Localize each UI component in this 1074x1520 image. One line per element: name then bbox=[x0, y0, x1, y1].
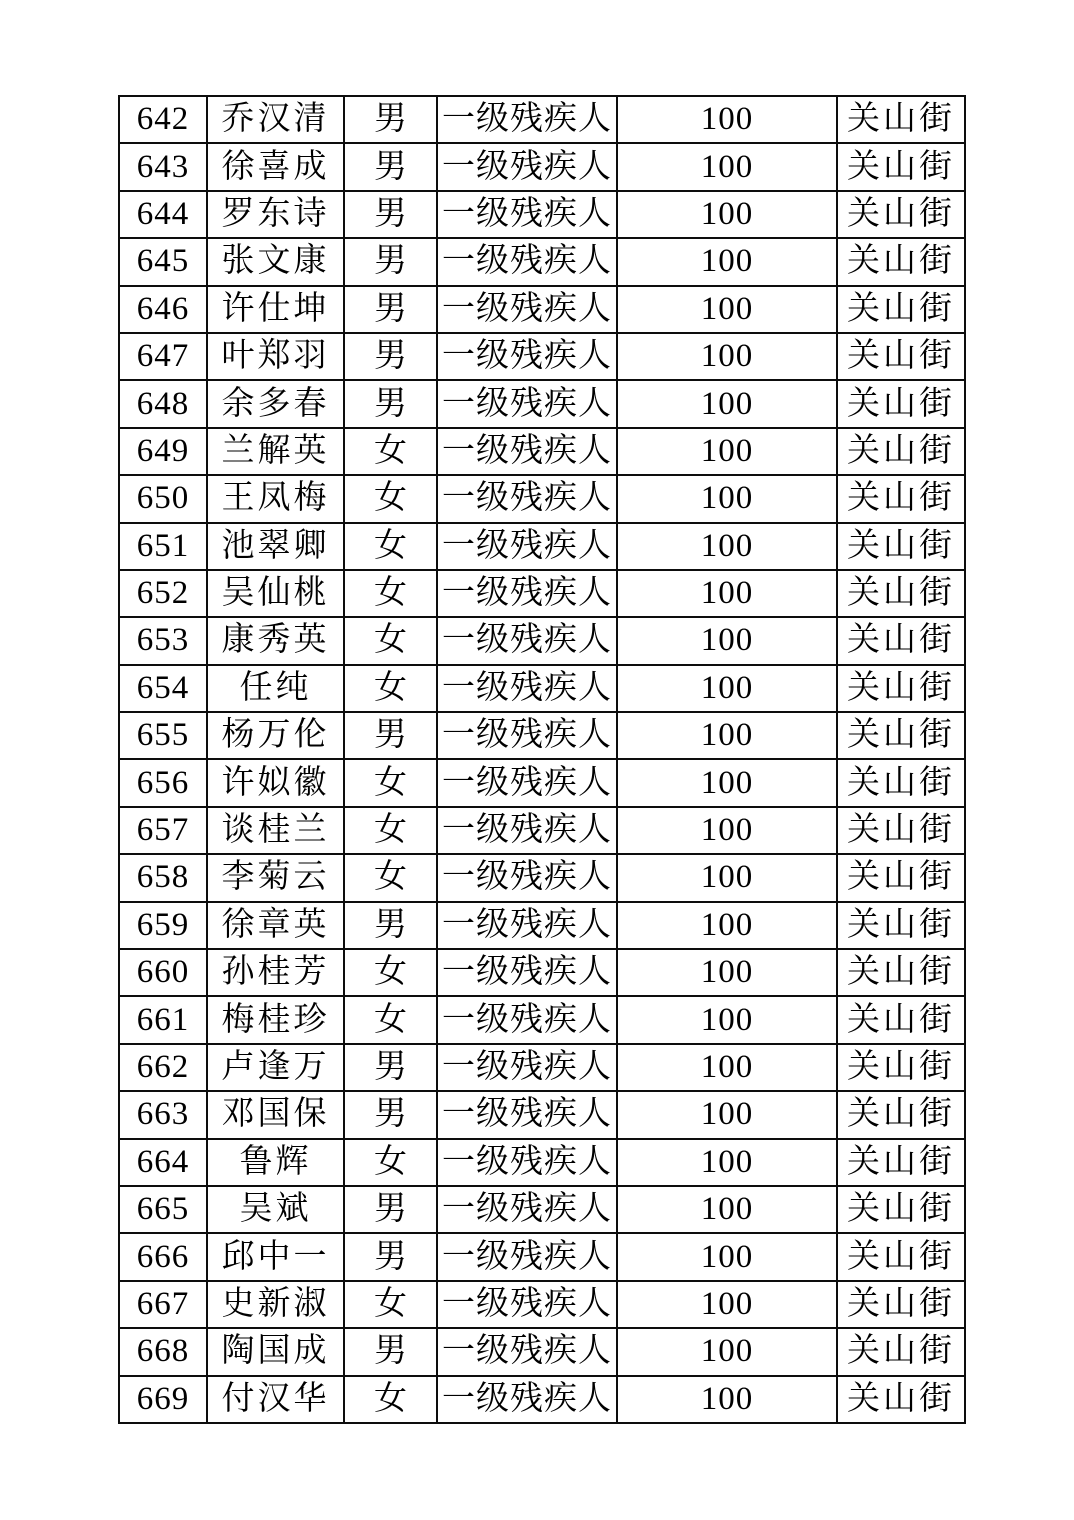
table-row bbox=[119, 1139, 965, 1186]
cell-person-name: 李菊云 bbox=[207, 854, 344, 901]
cell-category: 一级残疾人 bbox=[437, 143, 617, 190]
cell-street: 关山街 bbox=[837, 523, 965, 570]
cell-gender: 男 bbox=[344, 1233, 437, 1280]
cell-gender: 男 bbox=[344, 191, 437, 238]
table-row bbox=[119, 665, 965, 712]
cell-street: 关山街 bbox=[837, 854, 965, 901]
cell-person-name: 王凤梅 bbox=[207, 475, 344, 522]
cell-amount: 100 bbox=[617, 1328, 837, 1375]
cell-person-name: 吴仙桃 bbox=[207, 570, 344, 617]
cell-gender: 女 bbox=[344, 523, 437, 570]
table-row bbox=[119, 902, 965, 949]
cell-amount: 100 bbox=[617, 949, 837, 996]
cell-street: 关山街 bbox=[837, 949, 965, 996]
cell-serial-number: 665 bbox=[119, 1186, 207, 1233]
cell-person-name: 吴斌 bbox=[207, 1186, 344, 1233]
cell-gender: 男 bbox=[344, 1091, 437, 1138]
cell-amount: 100 bbox=[617, 1376, 837, 1423]
cell-serial-number: 663 bbox=[119, 1091, 207, 1138]
cell-street: 关山街 bbox=[837, 380, 965, 427]
cell-person-name: 张文康 bbox=[207, 238, 344, 285]
cell-street: 关山街 bbox=[837, 238, 965, 285]
cell-gender: 男 bbox=[344, 96, 437, 143]
cell-gender: 女 bbox=[344, 617, 437, 664]
cell-amount: 100 bbox=[617, 286, 837, 333]
cell-category: 一级残疾人 bbox=[437, 712, 617, 759]
table-row bbox=[119, 428, 965, 475]
cell-person-name: 康秀英 bbox=[207, 617, 344, 664]
cell-amount: 100 bbox=[617, 1139, 837, 1186]
table-row bbox=[119, 1233, 965, 1280]
cell-person-name: 谈桂兰 bbox=[207, 807, 344, 854]
cell-amount: 100 bbox=[617, 1233, 837, 1280]
cell-amount: 100 bbox=[617, 712, 837, 759]
cell-person-name: 任纯 bbox=[207, 665, 344, 712]
cell-gender: 女 bbox=[344, 1376, 437, 1423]
cell-gender: 女 bbox=[344, 996, 437, 1043]
cell-serial-number: 661 bbox=[119, 996, 207, 1043]
cell-category: 一级残疾人 bbox=[437, 1233, 617, 1280]
cell-category: 一级残疾人 bbox=[437, 854, 617, 901]
table-row bbox=[119, 380, 965, 427]
cell-amount: 100 bbox=[617, 238, 837, 285]
cell-person-name: 杨万伦 bbox=[207, 712, 344, 759]
table-row bbox=[119, 333, 965, 380]
cell-street: 关山街 bbox=[837, 807, 965, 854]
cell-serial-number: 651 bbox=[119, 523, 207, 570]
cell-serial-number: 642 bbox=[119, 96, 207, 143]
table-body bbox=[119, 96, 965, 1423]
cell-amount: 100 bbox=[617, 143, 837, 190]
cell-amount: 100 bbox=[617, 996, 837, 1043]
cell-street: 关山街 bbox=[837, 333, 965, 380]
cell-gender: 女 bbox=[344, 854, 437, 901]
cell-category: 一级残疾人 bbox=[437, 1281, 617, 1328]
cell-gender: 女 bbox=[344, 807, 437, 854]
cell-serial-number: 660 bbox=[119, 949, 207, 996]
cell-street: 关山街 bbox=[837, 1139, 965, 1186]
cell-category: 一级残疾人 bbox=[437, 665, 617, 712]
cell-serial-number: 656 bbox=[119, 759, 207, 806]
table-row bbox=[119, 1044, 965, 1091]
table-row bbox=[119, 1328, 965, 1375]
cell-category: 一级残疾人 bbox=[437, 428, 617, 475]
cell-person-name: 罗东诗 bbox=[207, 191, 344, 238]
cell-person-name: 乔汉清 bbox=[207, 96, 344, 143]
cell-person-name: 孙桂芳 bbox=[207, 949, 344, 996]
cell-category: 一级残疾人 bbox=[437, 191, 617, 238]
cell-street: 关山街 bbox=[837, 1186, 965, 1233]
cell-serial-number: 643 bbox=[119, 143, 207, 190]
cell-amount: 100 bbox=[617, 570, 837, 617]
cell-category: 一级残疾人 bbox=[437, 949, 617, 996]
cell-category: 一级残疾人 bbox=[437, 807, 617, 854]
cell-gender: 女 bbox=[344, 570, 437, 617]
cell-amount: 100 bbox=[617, 523, 837, 570]
cell-serial-number: 653 bbox=[119, 617, 207, 664]
cell-street: 关山街 bbox=[837, 475, 965, 522]
cell-category: 一级残疾人 bbox=[437, 286, 617, 333]
table-row bbox=[119, 191, 965, 238]
table-row bbox=[119, 523, 965, 570]
table-row bbox=[119, 286, 965, 333]
cell-gender: 女 bbox=[344, 949, 437, 996]
cell-amount: 100 bbox=[617, 1091, 837, 1138]
cell-gender: 男 bbox=[344, 1044, 437, 1091]
cell-street: 关山街 bbox=[837, 1044, 965, 1091]
cell-gender: 女 bbox=[344, 759, 437, 806]
cell-gender: 男 bbox=[344, 380, 437, 427]
cell-serial-number: 649 bbox=[119, 428, 207, 475]
cell-street: 关山街 bbox=[837, 759, 965, 806]
cell-amount: 100 bbox=[617, 1281, 837, 1328]
cell-person-name: 鲁辉 bbox=[207, 1139, 344, 1186]
cell-amount: 100 bbox=[617, 759, 837, 806]
cell-category: 一级残疾人 bbox=[437, 759, 617, 806]
cell-category: 一级残疾人 bbox=[437, 1328, 617, 1375]
cell-person-name: 叶郑羽 bbox=[207, 333, 344, 380]
cell-street: 关山街 bbox=[837, 1233, 965, 1280]
cell-category: 一级残疾人 bbox=[437, 902, 617, 949]
table-row bbox=[119, 475, 965, 522]
cell-street: 关山街 bbox=[837, 96, 965, 143]
table-row bbox=[119, 617, 965, 664]
table-row bbox=[119, 1376, 965, 1423]
cell-person-name: 许姒徽 bbox=[207, 759, 344, 806]
cell-gender: 女 bbox=[344, 1281, 437, 1328]
cell-category: 一级残疾人 bbox=[437, 1091, 617, 1138]
cell-serial-number: 652 bbox=[119, 570, 207, 617]
cell-amount: 100 bbox=[617, 807, 837, 854]
cell-street: 关山街 bbox=[837, 1328, 965, 1375]
cell-street: 关山街 bbox=[837, 143, 965, 190]
cell-street: 关山街 bbox=[837, 902, 965, 949]
cell-amount: 100 bbox=[617, 428, 837, 475]
cell-serial-number: 654 bbox=[119, 665, 207, 712]
table-row bbox=[119, 143, 965, 190]
cell-amount: 100 bbox=[617, 333, 837, 380]
cell-gender: 男 bbox=[344, 1186, 437, 1233]
cell-amount: 100 bbox=[617, 902, 837, 949]
cell-serial-number: 650 bbox=[119, 475, 207, 522]
cell-category: 一级残疾人 bbox=[437, 996, 617, 1043]
cell-serial-number: 664 bbox=[119, 1139, 207, 1186]
cell-street: 关山街 bbox=[837, 712, 965, 759]
table-row bbox=[119, 759, 965, 806]
table-row bbox=[119, 238, 965, 285]
cell-gender: 女 bbox=[344, 475, 437, 522]
cell-person-name: 池翠卿 bbox=[207, 523, 344, 570]
cell-serial-number: 666 bbox=[119, 1233, 207, 1280]
cell-serial-number: 667 bbox=[119, 1281, 207, 1328]
cell-person-name: 邱中一 bbox=[207, 1233, 344, 1280]
cell-category: 一级残疾人 bbox=[437, 380, 617, 427]
cell-street: 关山街 bbox=[837, 996, 965, 1043]
cell-serial-number: 644 bbox=[119, 191, 207, 238]
cell-amount: 100 bbox=[617, 854, 837, 901]
table-row bbox=[119, 996, 965, 1043]
cell-amount: 100 bbox=[617, 665, 837, 712]
cell-category: 一级残疾人 bbox=[437, 1186, 617, 1233]
cell-category: 一级残疾人 bbox=[437, 523, 617, 570]
cell-serial-number: 648 bbox=[119, 380, 207, 427]
cell-gender: 男 bbox=[344, 712, 437, 759]
cell-amount: 100 bbox=[617, 475, 837, 522]
cell-street: 关山街 bbox=[837, 1281, 965, 1328]
cell-serial-number: 655 bbox=[119, 712, 207, 759]
cell-category: 一级残疾人 bbox=[437, 1376, 617, 1423]
cell-street: 关山街 bbox=[837, 617, 965, 664]
cell-gender: 女 bbox=[344, 665, 437, 712]
cell-serial-number: 659 bbox=[119, 902, 207, 949]
cell-category: 一级残疾人 bbox=[437, 96, 617, 143]
cell-gender: 女 bbox=[344, 428, 437, 475]
cell-category: 一级残疾人 bbox=[437, 570, 617, 617]
cell-serial-number: 658 bbox=[119, 854, 207, 901]
table-row bbox=[119, 1091, 965, 1138]
cell-category: 一级残疾人 bbox=[437, 333, 617, 380]
cell-person-name: 史新淑 bbox=[207, 1281, 344, 1328]
cell-amount: 100 bbox=[617, 380, 837, 427]
cell-category: 一级残疾人 bbox=[437, 1139, 617, 1186]
cell-category: 一级残疾人 bbox=[437, 617, 617, 664]
cell-amount: 100 bbox=[617, 1186, 837, 1233]
cell-person-name: 卢逢万 bbox=[207, 1044, 344, 1091]
cell-street: 关山街 bbox=[837, 665, 965, 712]
cell-gender: 男 bbox=[344, 143, 437, 190]
table-row bbox=[119, 807, 965, 854]
cell-person-name: 兰解英 bbox=[207, 428, 344, 475]
table-row bbox=[119, 949, 965, 996]
cell-gender: 男 bbox=[344, 333, 437, 380]
cell-category: 一级残疾人 bbox=[437, 1044, 617, 1091]
cell-street: 关山街 bbox=[837, 570, 965, 617]
table-row bbox=[119, 1186, 965, 1233]
cell-street: 关山街 bbox=[837, 1091, 965, 1138]
cell-serial-number: 647 bbox=[119, 333, 207, 380]
cell-serial-number: 657 bbox=[119, 807, 207, 854]
cell-serial-number: 646 bbox=[119, 286, 207, 333]
cell-amount: 100 bbox=[617, 191, 837, 238]
cell-amount: 100 bbox=[617, 1044, 837, 1091]
cell-person-name: 余多春 bbox=[207, 380, 344, 427]
cell-gender: 男 bbox=[344, 286, 437, 333]
cell-category: 一级残疾人 bbox=[437, 238, 617, 285]
table-row bbox=[119, 1281, 965, 1328]
cell-gender: 男 bbox=[344, 1328, 437, 1375]
cell-amount: 100 bbox=[617, 96, 837, 143]
cell-person-name: 徐章英 bbox=[207, 902, 344, 949]
cell-street: 关山街 bbox=[837, 428, 965, 475]
cell-serial-number: 668 bbox=[119, 1328, 207, 1375]
cell-person-name: 付汉华 bbox=[207, 1376, 344, 1423]
disability-subsidy-table bbox=[118, 95, 966, 1424]
cell-gender: 男 bbox=[344, 902, 437, 949]
cell-street: 关山街 bbox=[837, 1376, 965, 1423]
cell-person-name: 梅桂珍 bbox=[207, 996, 344, 1043]
cell-street: 关山街 bbox=[837, 191, 965, 238]
cell-person-name: 陶国成 bbox=[207, 1328, 344, 1375]
cell-category: 一级残疾人 bbox=[437, 475, 617, 522]
cell-serial-number: 669 bbox=[119, 1376, 207, 1423]
cell-person-name: 许仕坤 bbox=[207, 286, 344, 333]
cell-gender: 女 bbox=[344, 1139, 437, 1186]
table-row bbox=[119, 96, 965, 143]
cell-serial-number: 662 bbox=[119, 1044, 207, 1091]
cell-person-name: 徐喜成 bbox=[207, 143, 344, 190]
table-row bbox=[119, 712, 965, 759]
cell-amount: 100 bbox=[617, 617, 837, 664]
table-row bbox=[119, 570, 965, 617]
cell-person-name: 邓国保 bbox=[207, 1091, 344, 1138]
cell-gender: 男 bbox=[344, 238, 437, 285]
cell-serial-number: 645 bbox=[119, 238, 207, 285]
cell-street: 关山街 bbox=[837, 286, 965, 333]
table-row bbox=[119, 854, 965, 901]
